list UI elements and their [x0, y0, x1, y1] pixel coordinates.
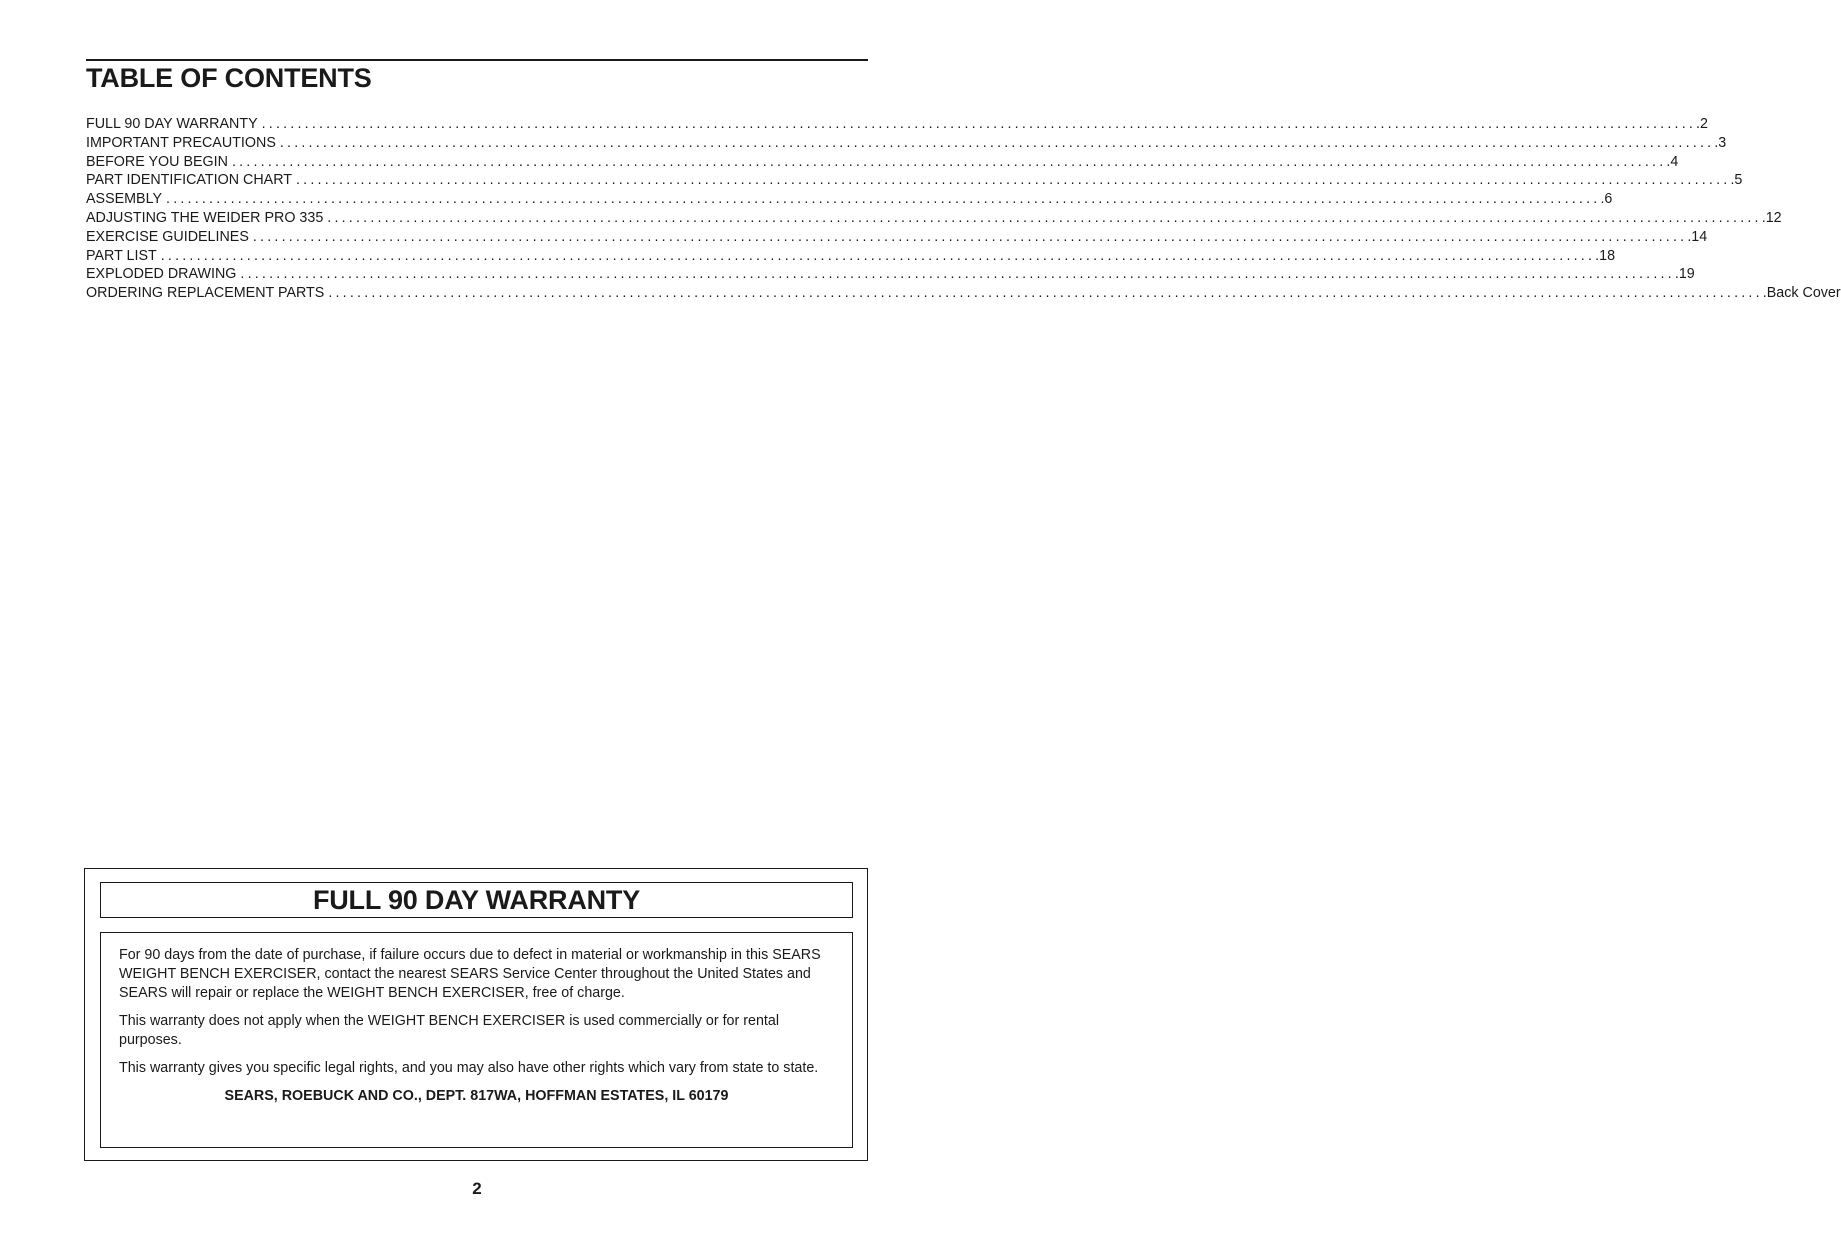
toc-entry-label: PART LIST — [86, 247, 157, 264]
toc-entry-page: .18 — [1595, 247, 1616, 264]
toc-entry-page: .3 — [1714, 134, 1727, 151]
warranty-address: SEARS, ROEBUCK AND CO., DEPT. 817WA, HOFFMAN ESTATES, IL 60179 — [224, 1088, 729, 1104]
warranty-paragraph: For 90 days from the date of purchase, if failure occurs due to defect in material or workmanship in this SEARS WEIGHT BENCH EXERCISER, contact the nearest SEARS Service Center throughout the United States and SEARS will repair or replace the WEIGHT BENCH EXERCISER, free of charge. — [119, 947, 821, 1001]
toc-entry-label: PART IDENTIFICATION CHART — [86, 172, 292, 189]
toc-entry[interactable] — [86, 265, 1695, 284]
toc-entry[interactable] — [86, 209, 1782, 228]
warranty-title: FULL 90 DAY WARRANTY — [312, 885, 641, 915]
toc-entry[interactable] — [86, 153, 1679, 172]
toc-entry-label: IMPORTANT PRECAUTIONS — [86, 134, 276, 151]
toc-entry-page: .5 — [1730, 172, 1743, 189]
toc-entry-page: .2 — [1696, 116, 1708, 132]
toc-leader-dots: ........................................................................................................................................................................................................ — [279, 134, 1715, 151]
warranty-paragraph: This warranty does not apply when the WEIGHT BENCH EXERCISER is used commercially or for rental purposes. — [119, 1013, 780, 1048]
toc-entry[interactable] — [86, 228, 1708, 247]
toc-entry-label: ASSEMBLY — [86, 191, 163, 208]
toc-leader-dots: ........................................................................................................................................................................................................ — [240, 266, 1675, 283]
toc-entry-label: ORDERING REPLACEMENT PARTS — [86, 285, 325, 302]
toc-entry[interactable] — [86, 247, 1616, 266]
page-number: 2 — [472, 1179, 482, 1198]
toc-entry[interactable] — [86, 115, 1708, 134]
warranty-header — [100, 882, 853, 918]
toc-entry-page: .Back Cover — [1762, 285, 1841, 302]
toc-entry-page: .19 — [1674, 266, 1695, 283]
toc-entry-page: .12 — [1761, 209, 1782, 226]
toc-entry[interactable] — [86, 284, 1841, 303]
toc-entry[interactable] — [86, 190, 1613, 209]
toc-leader-dots: ........................................................................................................................................................................................................ — [160, 247, 1596, 264]
toc-entry-label: EXPLODED DRAWING — [86, 266, 237, 283]
toc-entry[interactable] — [86, 171, 1743, 190]
warranty-box — [84, 868, 868, 1161]
warranty-body — [100, 932, 853, 1148]
toc-entry-page: .6 — [1600, 191, 1613, 208]
toc-entry-page: .14 — [1687, 228, 1708, 245]
toc-leader-dots: ........................................................................................................................................................................................................ — [166, 191, 1601, 208]
toc-entry-label: EXERCISE GUIDELINES — [86, 228, 249, 245]
warranty-paragraph: This warranty gives you specific legal rights, and you may also have other rights which vary from state to state. — [119, 1060, 819, 1076]
toc-leader-dots: ........................................................................................................................................................................................................ — [252, 228, 1688, 245]
toc-list — [86, 115, 1841, 303]
toc-leader-dots: ........................................................................................................................................................................................................ — [296, 172, 1731, 189]
toc-leader-dots: ........................................................................................................................................................................................................ — [261, 116, 1697, 132]
toc-entry[interactable] — [86, 134, 1727, 153]
toc-leader-dots: ........................................................................................................................................................................................................ — [327, 209, 1762, 226]
toc-entry-label: ADJUSTING THE WEIDER PRO 335 — [86, 209, 324, 226]
toc-title: TABLE OF CONTENTS — [86, 63, 372, 93]
toc-leader-dots: ........................................................................................................................................................................................................ — [231, 153, 1667, 170]
toc-entry-label: BEFORE YOU BEGIN — [86, 153, 228, 170]
toc-entry-label: FULL 90 DAY WARRANTY — [86, 116, 258, 132]
toc-entry-page: .4 — [1666, 153, 1679, 170]
toc-leader-dots: ........................................................................................................................................................................................................ — [328, 285, 1763, 302]
